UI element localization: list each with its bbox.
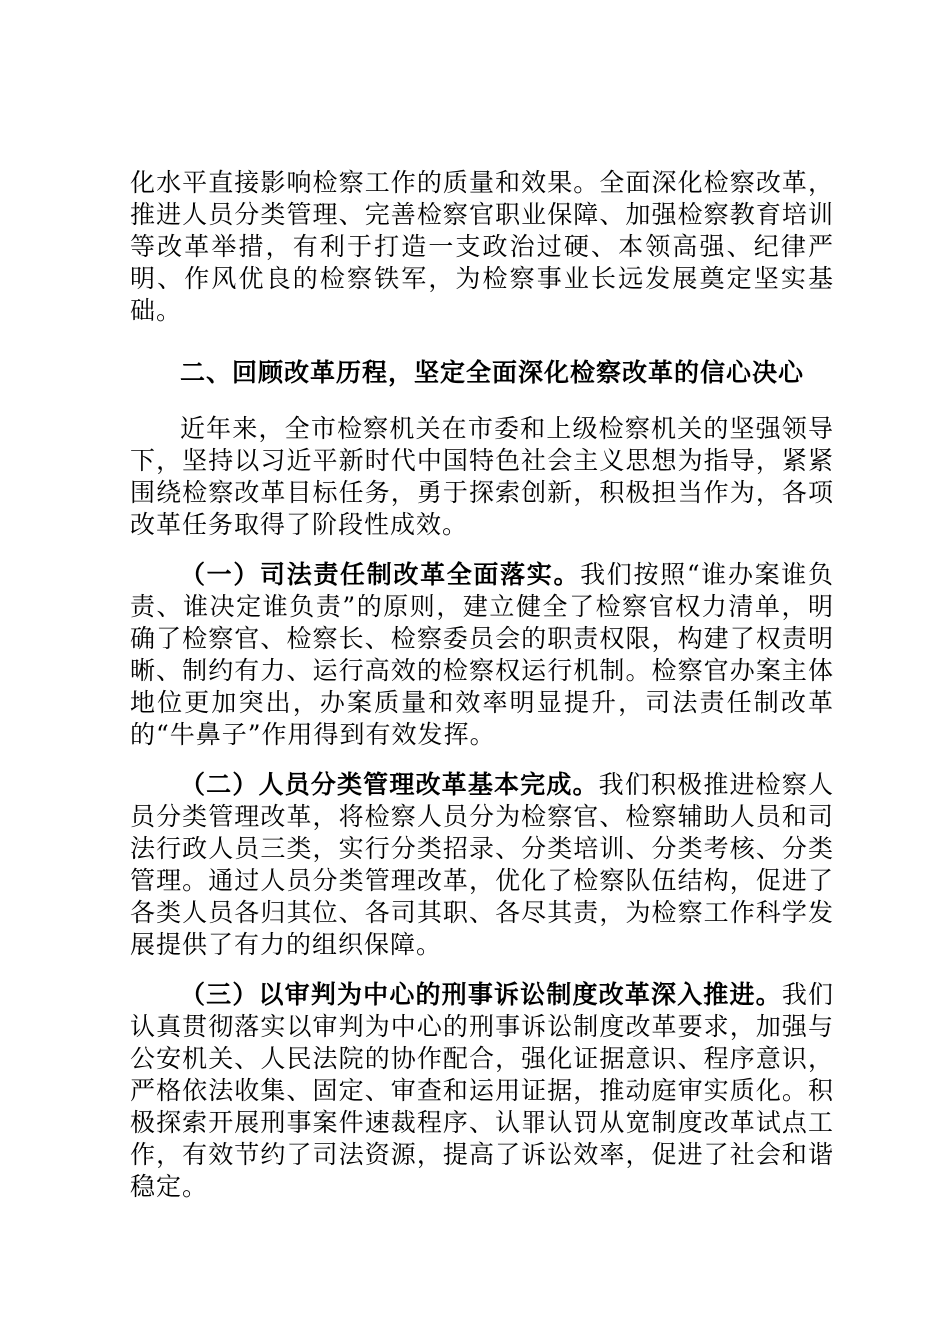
subsection-2-lead: （二）人员分类管理改革基本完成。 bbox=[180, 770, 599, 799]
section-heading-2: 二、回顾改革历程，坚定全面深化检察改革的信心决心 bbox=[180, 358, 805, 387]
subsection-2 bbox=[130, 769, 834, 961]
document-body bbox=[130, 167, 834, 1203]
subsection-1-lead: （一）司法责任制改革全面落实。 bbox=[180, 560, 581, 589]
subsection-1 bbox=[130, 559, 834, 751]
subsection-3-body: 我们认真贯彻落实以审判为中心的刑事诉讼制度改革要求，加强与公安机关、人民法院的协作配合，强化证据意识、程序意识，严格依法收集、固定、审查和运用证据，推动庭审实质化。积极探索开展刑事案件速裁程序、认罪认罚从宽制度改革试点工作，有效节约了司法资源，提高了诉讼效率，促进了社会和谐稳定。 bbox=[130, 980, 834, 1201]
subsection-1-body: 我们按照“谁办案谁负责、谁决定谁负责”的原则，建立健全了检察官权力清单，明确了检察官、检察长、检察委员会的职责权限，构建了权责明晰、制约有力、运行高效的检察权运行机制。检察官办案主体地位更加突出，办案质量和效率明显提升，司法责任制改革的“牛鼻子”作用得到有效发挥。 bbox=[130, 560, 834, 749]
subsection-2-body: 我们积极推进检察人员分类管理改革，将检察人员分为检察官、检察辅助人员和司法行政人员三类，实行分类招录、分类培训、分类考核、分类管理。通过人员分类管理改革，优化了检察队伍结构，促进了各类人员各归其位、各司其职、各尽其责，为检察工作科学发展提供了有力的组织保障。 bbox=[130, 770, 834, 959]
paragraph-continuation: 化水平直接影响检察工作的质量和效果。全面深化检察改革，推进人员分类管理、完善检察官职业保障、加强检察教育培训等改革举措，有利于打造一支政治过硬、本领高强、纪律严明、作风优良的检察铁军，为检察事业长远发展奠定坚实基础。 bbox=[130, 168, 834, 325]
subsection-3-lead: （三）以审判为中心的刑事诉讼制度改革深入推进。 bbox=[180, 980, 782, 1009]
subsection-3 bbox=[130, 979, 834, 1203]
paragraph-intro: 近年来，全市检察机关在市委和上级检察机关的坚强领导下，坚持以习近平新时代中国特色社会主义思想为指导，紧紧围绕检察改革目标任务，勇于探索创新，积极担当作为，各项改革任务取得了阶段性成效。 bbox=[130, 414, 834, 539]
